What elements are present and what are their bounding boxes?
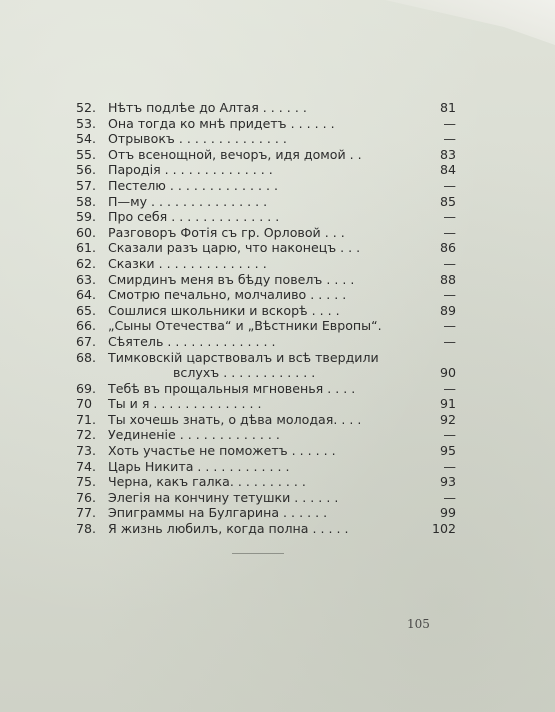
entry-number: 74.	[76, 458, 97, 474]
entry-page: —	[443, 115, 456, 131]
entry-number: 54.	[76, 131, 97, 147]
entry-number: 70	[76, 396, 93, 412]
entry-number: 64.	[76, 287, 97, 303]
entry-title: Ты и я . . . . . . . . . . . . . .	[108, 396, 262, 412]
entry-title: Сошлися школьники и вскорѣ . . . .	[108, 302, 340, 318]
entry-page: —	[443, 224, 456, 240]
entry-number: 73.	[76, 443, 97, 459]
entry-number: 66.	[76, 318, 97, 334]
toc-entry	[76, 131, 466, 147]
entry-number: 65.	[76, 302, 97, 318]
toc-entry	[76, 396, 466, 412]
toc-entry	[76, 194, 466, 210]
toc-entry	[76, 116, 466, 132]
toc-entry	[76, 490, 466, 506]
page-number: 105	[407, 617, 430, 631]
entry-title: Отъ всенощной, вечоръ, идя домой . .	[108, 146, 362, 162]
entry-page: 85	[439, 193, 456, 209]
entry-title: Царь Никита . . . . . . . . . . . .	[108, 458, 290, 474]
entry-page: 95	[439, 443, 456, 459]
entry-title: Эпиграммы на Булгарина . . . . . .	[108, 505, 328, 521]
toc-entry	[76, 303, 466, 319]
entry-title: Нѣтъ подлѣе до Алтая . . . . . .	[108, 100, 307, 115]
entry-title: Она тогда ко мнѣ придетъ . . . . . .	[108, 115, 335, 131]
entry-title: Смирдинъ меня въ бѣду повелъ . . . .	[108, 271, 355, 287]
entry-number: 77.	[76, 505, 97, 521]
entry-page: —	[443, 318, 456, 334]
entry-page: 92	[439, 411, 456, 427]
entry-page: —	[443, 255, 456, 271]
entry-title: „Сыны Отечества“ и „Вѣстники Европы“.	[108, 318, 382, 334]
toc-entry	[76, 100, 466, 116]
entry-number: 71.	[76, 411, 97, 427]
entry-number: 60.	[76, 224, 97, 240]
entry-number: 75.	[76, 474, 97, 490]
entry-number: 61.	[76, 240, 97, 256]
entry-number: 72.	[76, 427, 97, 443]
entry-page: 86	[439, 240, 456, 256]
entry-title: Я жизнь любилъ, когда полна . . . . .	[108, 521, 349, 537]
entry-title: Смотрю печально, молчаливо . . . . .	[108, 287, 347, 303]
toc-entry	[76, 412, 466, 428]
toc-entry	[76, 225, 466, 241]
entry-page: 84	[439, 162, 456, 178]
entry-page: —	[443, 287, 456, 303]
entry-title: Пестелю . . . . . . . . . . . . . .	[108, 177, 278, 193]
entry-number: 55.	[76, 146, 97, 162]
toc-entry	[76, 162, 466, 178]
entry-number: 59.	[76, 209, 97, 225]
toc-entry	[76, 505, 466, 521]
entry-page: 93	[439, 474, 456, 490]
entry-page: —	[443, 427, 456, 443]
entry-title: Элегія на кончину тетушки . . . . . .	[108, 489, 339, 505]
entry-page: 88	[439, 271, 456, 287]
section-divider	[232, 553, 284, 554]
entry-number: 58.	[76, 193, 97, 209]
toc-entry	[76, 350, 466, 381]
entry-page: —	[443, 209, 456, 225]
entry-page: 102	[431, 521, 456, 537]
entry-title: Сказки . . . . . . . . . . . . . .	[108, 255, 267, 271]
entry-page: 99	[439, 505, 456, 521]
entry-title: Ты хочешь знать, о дѣва молодая. . . .	[108, 411, 362, 427]
entry-title: Сѣятель . . . . . . . . . . . . . .	[108, 333, 276, 349]
entry-number: 78.	[76, 521, 97, 537]
toc-entry	[76, 318, 466, 334]
entry-number: 67.	[76, 333, 97, 349]
entry-title: Черна, какъ галка. . . . . . . . . .	[108, 474, 306, 490]
entry-page: —	[443, 131, 456, 147]
entry-title: П—му . . . . . . . . . . . . . . .	[108, 193, 268, 209]
toc-entry	[76, 287, 466, 303]
toc-entry	[76, 443, 466, 459]
entry-page: 89	[439, 302, 456, 318]
toc-entry	[76, 381, 466, 397]
entry-number: 53.	[76, 115, 97, 131]
entry-title: Пародія . . . . . . . . . . . . . .	[108, 162, 273, 178]
entry-title: Отрывокъ . . . . . . . . . . . . . .	[108, 131, 287, 147]
toc-entry	[76, 209, 466, 225]
entry-page: 90	[439, 365, 456, 381]
toc-entry	[76, 240, 466, 256]
entry-number: 52.	[76, 100, 97, 115]
toc-entry	[76, 474, 466, 490]
entry-title: Хоть участье не поможетъ . . . . . .	[108, 443, 336, 459]
entry-title: Уединеніе . . . . . . . . . . . . .	[108, 427, 280, 443]
entry-page: 91	[439, 396, 456, 412]
entry-number: 76.	[76, 489, 97, 505]
entry-title-continuation: вслухъ . . . . . . . . . . . .	[173, 365, 316, 381]
entry-title: Разговоръ Фотія съ гр. Орловой . . .	[108, 224, 345, 240]
entry-page: —	[443, 380, 456, 396]
toc-entry	[76, 521, 466, 537]
toc-entry	[76, 459, 466, 475]
entry-number: 68.	[76, 349, 97, 365]
entry-title: Тебѣ въ прощальныя мгновенья . . . .	[108, 380, 356, 396]
torn-corner	[385, 0, 555, 45]
entry-title: Про себя . . . . . . . . . . . . . .	[108, 209, 280, 225]
toc-entry	[76, 147, 466, 163]
toc-entry	[76, 334, 466, 350]
toc-entry	[76, 178, 466, 194]
toc-entry	[76, 272, 466, 288]
entry-page: —	[443, 458, 456, 474]
entry-title: Тимковскій царствовалъ и всѣ твердили	[108, 349, 379, 365]
entry-page: 83	[439, 146, 456, 162]
entry-page: 81	[439, 100, 456, 115]
entry-page: —	[443, 177, 456, 193]
entry-page: —	[443, 489, 456, 505]
entry-number: 69.	[76, 380, 97, 396]
entry-number: 63.	[76, 271, 97, 287]
entry-number: 62.	[76, 255, 97, 271]
entry-title: Сказали разъ царю, что наконецъ . . .	[108, 240, 361, 256]
entry-number: 57.	[76, 177, 97, 193]
table-of-contents	[76, 100, 466, 537]
toc-entry	[76, 427, 466, 443]
entry-number: 56.	[76, 162, 97, 178]
toc-entry	[76, 256, 466, 272]
entry-page: —	[443, 333, 456, 349]
